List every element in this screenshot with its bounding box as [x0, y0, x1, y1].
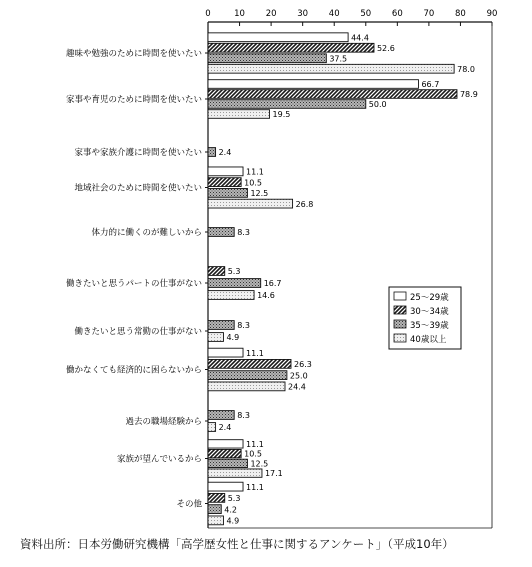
bar-30-34: [208, 178, 241, 187]
category-label: 働きたいと思う常勤の仕事がない: [74, 327, 202, 337]
data-label: 78.9: [459, 90, 478, 100]
x-tick-label: 20: [265, 9, 277, 19]
x-tick-label: 90: [486, 9, 498, 19]
bar-30-34: [208, 449, 241, 457]
data-label: 66.7: [421, 80, 440, 90]
bar-40-plus: [208, 516, 223, 525]
source-note: 資料出所：日本労働研究機構「高学歴女性と仕事に関するアンケート」（平成10年）: [20, 537, 454, 551]
data-label: 14.6: [257, 291, 275, 301]
bar-30-34: [208, 90, 457, 99]
data-label: 10.5: [244, 449, 262, 459]
bar-30-34: [208, 43, 374, 52]
bar-40-plus: [208, 423, 216, 432]
data-label: 12.5: [250, 459, 269, 469]
bar-30-34: [208, 359, 291, 368]
data-label: 11.1: [246, 348, 264, 358]
bar-40-plus: [208, 110, 270, 119]
bar-25-29: [208, 80, 418, 89]
data-label: 8.3: [237, 411, 250, 421]
data-label: 50.0: [368, 100, 387, 110]
legend-swatch-25-29: [394, 292, 406, 300]
data-label: 4.9: [226, 516, 240, 526]
x-tick-label: 30: [297, 9, 309, 19]
data-label: 11.1: [246, 482, 264, 492]
bar-35-39: [208, 188, 247, 197]
data-label: 11.1: [246, 167, 264, 177]
bar-35-39: [208, 321, 234, 330]
legend-swatch-30-34: [394, 306, 406, 314]
bar-40-plus: [208, 333, 223, 342]
bar-35-39: [208, 459, 247, 467]
data-label: 26.8: [295, 199, 314, 209]
data-label: 8.3: [237, 228, 250, 238]
bar-35-39: [208, 100, 366, 109]
legend-swatch-35-39: [394, 320, 406, 328]
legend-label-35-39: 35～39歳: [410, 321, 449, 331]
bar-25-29: [208, 167, 243, 176]
data-label: 12.5: [250, 189, 269, 199]
bar-25-29: [208, 482, 243, 491]
data-label: 8.3: [237, 321, 250, 331]
bar-40-plus: [208, 199, 293, 208]
bar-30-34: [208, 493, 225, 502]
x-tick-label: 10: [234, 9, 245, 19]
category-label: その他: [176, 499, 202, 510]
data-label: 24.4: [287, 382, 306, 392]
category-label: 家事や家族介護に時間を使いたい: [74, 148, 202, 158]
bar-40-plus: [208, 64, 454, 73]
x-tick-label: 0: [205, 9, 211, 19]
data-label: 44.4: [351, 33, 369, 43]
bar-35-39: [208, 371, 287, 380]
bar-25-29: [208, 440, 243, 448]
data-label: 10.5: [244, 178, 262, 188]
bar-35-39: [208, 148, 216, 157]
bar-35-39: [208, 505, 221, 514]
category-label: 働かなくても経済的に困らないから: [65, 365, 202, 376]
legend: [389, 287, 461, 349]
bar-25-29: [208, 33, 348, 42]
data-label: 4.2: [224, 505, 237, 515]
x-tick-label: 40: [328, 9, 340, 19]
data-label: 11.1: [246, 439, 264, 449]
legend-label-40-plus: 40歳以上: [410, 335, 447, 345]
legend-label-25-29: 25～29歳: [410, 293, 449, 303]
data-label: 78.0: [457, 64, 475, 74]
category-label: 趣味や勉強のために時間を使いたい: [65, 49, 202, 59]
x-tick-label: 60: [391, 9, 403, 19]
bar-35-39: [208, 411, 234, 420]
bar-25-29: [208, 348, 243, 357]
category-label: 家族が望んでいるから: [116, 454, 202, 465]
data-label: 25.0: [289, 371, 308, 381]
data-label: 16.7: [263, 279, 282, 289]
category-label: 体力的に働くのが難しいから: [91, 228, 202, 238]
bar-35-39: [208, 279, 261, 288]
x-tick-label: 80: [455, 9, 466, 19]
category-label: 家事や育児のために時間を使いたい: [65, 95, 202, 105]
x-tick-label: 70: [423, 9, 435, 19]
category-label: 地域社会のために時間を使いたい: [74, 183, 202, 194]
data-label: 17.1: [264, 469, 283, 479]
data-label: 26.3: [293, 360, 312, 370]
category-label: 働きたいと思うパートの仕事がない: [65, 279, 202, 289]
bar-40-plus: [208, 382, 285, 391]
data-label: 19.5: [272, 110, 291, 120]
data-label: 5.3: [227, 494, 241, 504]
data-label: 4.9: [226, 333, 240, 343]
legend-swatch-40-plus: [394, 334, 406, 342]
bar-40-plus: [208, 469, 262, 477]
x-tick-label: 50: [360, 9, 372, 19]
legend-label-30-34: 30～34歳: [410, 307, 449, 317]
data-label: 52.6: [376, 43, 395, 53]
bar-35-39: [208, 228, 234, 237]
category-label: 過去の職場経験から: [125, 417, 202, 427]
data-label: 2.4: [218, 148, 232, 158]
data-label: 5.3: [227, 267, 241, 277]
bar-35-39: [208, 54, 326, 63]
data-label: 2.4: [218, 423, 232, 433]
bar-30-34: [208, 267, 225, 276]
bar-40-plus: [208, 291, 254, 300]
data-label: 37.5: [329, 54, 348, 64]
